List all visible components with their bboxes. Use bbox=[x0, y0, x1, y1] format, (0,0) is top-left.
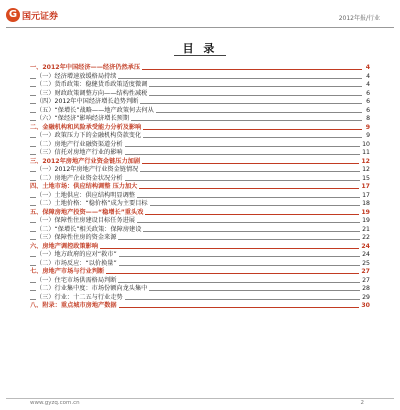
toc-entry-page: 6 bbox=[366, 89, 370, 97]
footer-page-number: 2 bbox=[360, 400, 364, 406]
toc-entry-page: 4 bbox=[365, 64, 370, 71]
toc-section-entry[interactable] bbox=[30, 209, 370, 218]
toc-entry-page: 18 bbox=[362, 200, 370, 207]
toc-entry-label: （四）2012年中国经济增长趋势判断 bbox=[36, 98, 139, 105]
toc-entry-page: 21 bbox=[362, 225, 370, 233]
toc-subsection-entry[interactable] bbox=[30, 200, 370, 209]
toc-section-entry[interactable] bbox=[30, 64, 370, 73]
toc-entry-page: 11 bbox=[362, 149, 370, 156]
toc-subsection-entry[interactable] bbox=[30, 234, 370, 243]
toc-subsection-entry[interactable] bbox=[30, 277, 370, 286]
toc-entry-label: （三）信托对房地产行业的影响 bbox=[36, 149, 123, 156]
toc-section-entry[interactable] bbox=[30, 158, 370, 167]
toc-entry-page: 19 bbox=[361, 208, 370, 216]
logo-text: 国元证券 bbox=[22, 11, 59, 22]
toc-subsection-entry[interactable] bbox=[30, 98, 370, 107]
toc-entry-page: 28 bbox=[362, 285, 370, 292]
header-divider bbox=[6, 27, 394, 28]
toc-subsection-entry[interactable] bbox=[30, 217, 370, 226]
toc-entry-label: 六、房地产调控政策影响 bbox=[30, 242, 99, 250]
toc-subsection-entry[interactable] bbox=[30, 260, 370, 269]
toc-section-entry[interactable] bbox=[30, 302, 370, 311]
toc-entry-label: （一）地方政府的应对“救市” bbox=[36, 251, 117, 258]
page-title: 目 录 bbox=[182, 42, 218, 55]
toc-entry-page: 24 bbox=[362, 251, 370, 258]
toc-entry-label: （一）土地供应：供应结构明显调整 bbox=[36, 191, 135, 199]
logo-mark-icon: G bbox=[6, 8, 20, 22]
company-logo bbox=[6, 8, 58, 22]
toc-entry-label: （一）住宅市场供需格局判断 bbox=[36, 276, 117, 284]
toc-entry-page: 8 bbox=[366, 115, 370, 122]
toc-entry-label: （二）房地产企业资金状况分析 bbox=[36, 174, 123, 182]
toc-subsection-entry[interactable] bbox=[30, 294, 370, 303]
toc-subsection-entry[interactable] bbox=[30, 81, 370, 90]
toc-subsection-entry[interactable] bbox=[30, 192, 370, 201]
toc-entry-label: 一、2012年中国经济——经济仍然承压 bbox=[30, 64, 141, 71]
toc-entry-label: （三）财政政策调整方向——结构性减税 bbox=[36, 89, 148, 97]
toc-entry-page: 30 bbox=[361, 302, 370, 309]
table-of-contents bbox=[30, 64, 370, 311]
toc-entry-label: （三）保障性住房的资金来源 bbox=[36, 234, 117, 241]
toc-entry-label: （一）政策压力下的金融机构贷款变化 bbox=[36, 132, 142, 139]
toc-entry-page: 12 bbox=[362, 166, 370, 173]
toc-entry-label: 五、保障房地产投资——“稳增长”重头戏 bbox=[30, 208, 144, 216]
toc-section-entry[interactable] bbox=[30, 124, 370, 133]
toc-subsection-entry[interactable] bbox=[30, 132, 370, 141]
toc-entry-page: 17 bbox=[361, 183, 370, 190]
toc-entry-page: 4 bbox=[366, 72, 370, 80]
toc-section-entry[interactable] bbox=[30, 183, 370, 192]
toc-entry-label: 八、附录：重点城市房地产数据 bbox=[30, 302, 117, 309]
toc-entry-label: （二）“保增长”相关政策：保障房建设 bbox=[36, 225, 142, 233]
toc-subsection-entry[interactable] bbox=[30, 115, 370, 124]
toc-entry-page: 15 bbox=[362, 174, 370, 182]
toc-entry-page: 17 bbox=[362, 191, 370, 199]
toc-entry-page: 27 bbox=[361, 268, 370, 275]
toc-entry-label: （三）行业：十二五与行业走势 bbox=[36, 293, 123, 301]
toc-entry-page: 12 bbox=[361, 157, 370, 165]
toc-subsection-entry[interactable] bbox=[30, 251, 370, 260]
toc-entry-label: （二）房地产行业融资渠道分析 bbox=[36, 140, 123, 148]
title-underline bbox=[174, 55, 226, 56]
toc-subsection-entry[interactable] bbox=[30, 149, 370, 158]
toc-entry-page: 6 bbox=[366, 98, 370, 105]
toc-section-entry[interactable] bbox=[30, 268, 370, 277]
toc-entry-page: 10 bbox=[362, 140, 370, 148]
toc-entry-page: 4 bbox=[366, 81, 370, 88]
toc-entry-page: 24 bbox=[361, 242, 370, 250]
toc-entry-label: 三、2012年房地产行业资金链压力加剧 bbox=[30, 157, 141, 165]
toc-subsection-entry[interactable] bbox=[30, 166, 370, 175]
toc-entry-label: （二）土地价格：“稳价格”成为主要目标 bbox=[36, 200, 148, 207]
toc-entry-page: 9 bbox=[365, 123, 370, 131]
toc-entry-label: （六）“保经济”影响经济增长预期 bbox=[36, 115, 130, 122]
toc-entry-page: 19 bbox=[362, 217, 370, 224]
toc-entry-page: 6 bbox=[366, 106, 370, 114]
toc-subsection-entry[interactable] bbox=[30, 73, 370, 82]
footer-divider bbox=[6, 398, 394, 399]
toc-entry-label: （一）2012年房地产行业资金链情况 bbox=[36, 166, 139, 173]
page-header bbox=[0, 0, 400, 32]
toc-subsection-entry[interactable] bbox=[30, 175, 370, 184]
toc-entry-label: 二、金融机构和风险承受能力分析及影响 bbox=[30, 123, 142, 131]
toc-entry-label: （一）经济增速放缓格局持续 bbox=[36, 72, 117, 80]
toc-entry-label: （二）行业集中度：市场份额向龙头集中 bbox=[36, 285, 148, 292]
toc-section-entry[interactable] bbox=[30, 243, 370, 252]
toc-entry-label: 七、房地产市场与行业判断 bbox=[30, 268, 105, 275]
toc-entry-page: 27 bbox=[362, 276, 370, 284]
toc-subsection-entry[interactable] bbox=[30, 285, 370, 294]
toc-subsection-entry[interactable] bbox=[30, 107, 370, 116]
toc-entry-page: 25 bbox=[362, 259, 370, 267]
toc-entry-page: 9 bbox=[366, 132, 370, 139]
toc-entry-label: （二）市场反应：“以价换量” bbox=[36, 259, 117, 267]
toc-subsection-entry[interactable] bbox=[30, 226, 370, 235]
toc-subsection-entry[interactable] bbox=[30, 90, 370, 99]
toc-entry-page: 22 bbox=[362, 234, 370, 241]
header-report-label: 2012年报/行业 bbox=[338, 15, 380, 22]
toc-entry-label: （一）保障性住房建设目标任务进展 bbox=[36, 217, 135, 224]
toc-entry-label: （五）“保增长”战略——地产政策何去何从 bbox=[36, 106, 154, 114]
toc-entry-label: 四、土地市场：供应结构调整 压力加大 bbox=[30, 183, 138, 190]
toc-entry-page: 29 bbox=[362, 293, 370, 301]
footer-url[interactable]: www.gyzq.com.cn bbox=[30, 400, 80, 406]
toc-entry-label: （二）货币政策：稳健货币政策适度微调 bbox=[36, 81, 148, 88]
toc-subsection-entry[interactable] bbox=[30, 141, 370, 150]
